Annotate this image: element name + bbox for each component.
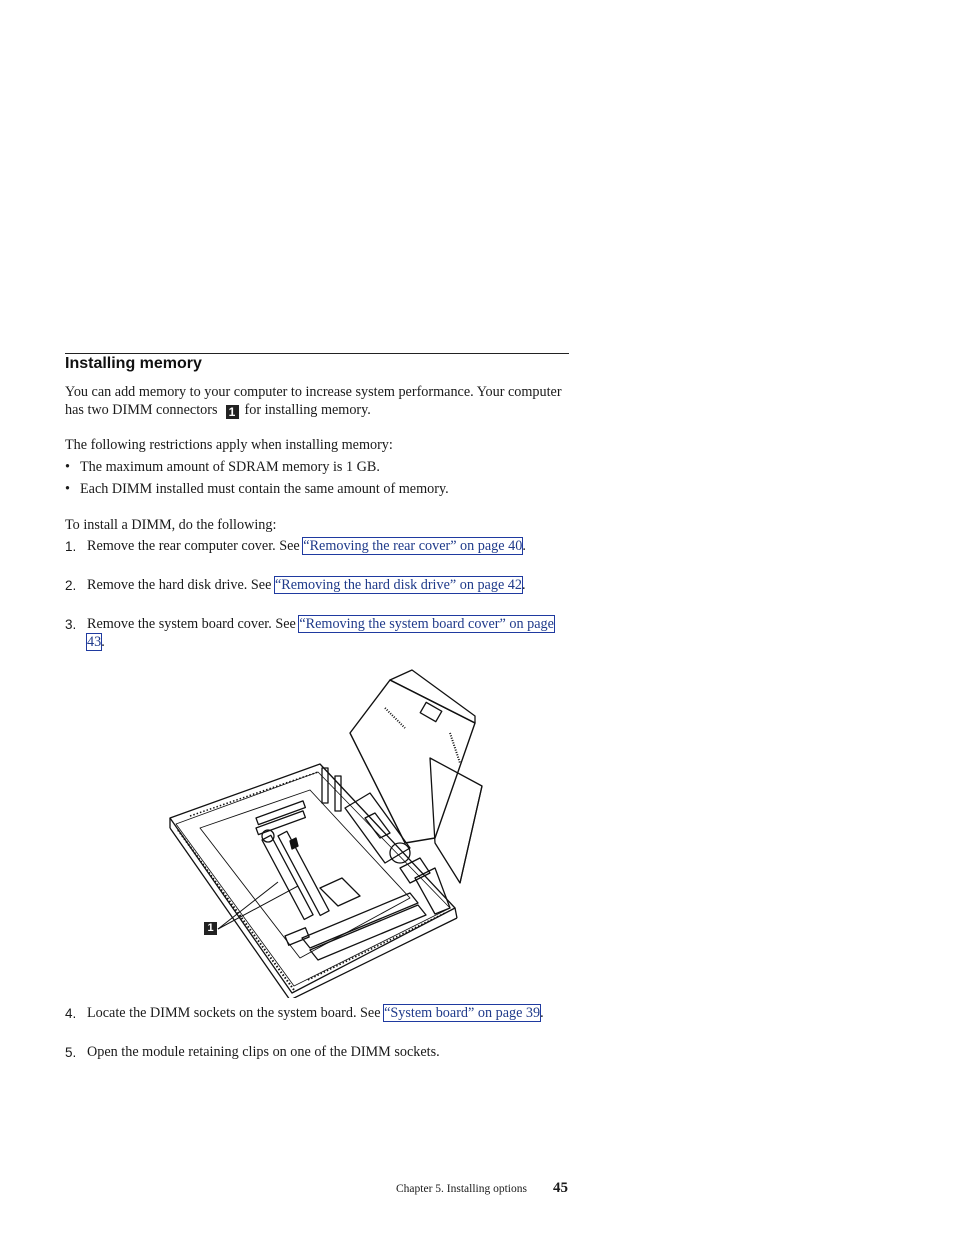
step-text: Locate the DIMM sockets on the system board. See — [87, 1005, 385, 1021]
footer-chapter: Chapter 5. Installing options — [396, 1183, 527, 1195]
intro-paragraph — [65, 384, 570, 419]
restrictions-lead: The following restrictions apply when installing memory: — [65, 437, 393, 453]
step-link[interactable]: “Removing the rear cover” on page 40 — [303, 538, 523, 554]
steps-lead: To install a DIMM, do the following: — [65, 517, 277, 533]
step-item — [65, 538, 570, 574]
step-link[interactable]: “Removing the system board cover” on page 43 — [87, 616, 554, 650]
step-body — [87, 616, 562, 651]
step-punct: . — [522, 538, 526, 554]
figure-callout: 1 — [204, 922, 217, 935]
step-number: 3. — [65, 617, 77, 632]
restriction-text: The maximum amount of SDRAM memory is 1 GB. — [80, 459, 380, 475]
step-text: Open the module retaining clips on one of the DIMM sockets. — [87, 1044, 440, 1060]
step-body — [87, 538, 527, 556]
step-number: 4. — [65, 1006, 77, 1021]
step-body — [87, 1005, 547, 1023]
step-text: Remove the system board cover. See — [87, 616, 300, 632]
intro-text-2: for installing memory. — [244, 401, 371, 418]
step-link[interactable]: “System board” on page 39 — [384, 1005, 541, 1021]
computer-illustration — [160, 668, 490, 998]
step-punct: . — [101, 633, 105, 650]
step-punct: . — [540, 1005, 544, 1021]
step-number: 2. — [65, 578, 77, 593]
section-title: Installing memory — [65, 355, 202, 372]
bullet-icon: • — [65, 481, 70, 497]
intro-text-1: You can add memory to your computer to increase system performance. Your computer has two DIMM connectors — [65, 384, 562, 418]
step-punct: . — [521, 577, 526, 593]
step-text: Remove the rear computer cover. See — [87, 538, 304, 554]
list-item — [65, 459, 565, 477]
step-item — [65, 577, 570, 613]
step-text: Remove the hard disk drive. See — [87, 577, 275, 593]
page-number: 45 — [553, 1180, 568, 1196]
step-number: 5. — [65, 1045, 77, 1060]
step-item — [65, 616, 570, 652]
section-rule — [65, 353, 569, 354]
callout-badge: 1 — [226, 405, 239, 419]
restriction-text: Each DIMM installed must contain the same amount of memory. — [80, 481, 449, 497]
step-number: 1. — [65, 539, 77, 554]
bullet-icon: • — [65, 459, 70, 475]
step-item — [65, 1005, 570, 1041]
step-link[interactable]: “Removing the hard disk drive” on page 42 — [274, 577, 522, 593]
step-item — [65, 1044, 570, 1064]
step-body — [87, 577, 532, 595]
step-body — [87, 1044, 567, 1062]
list-item — [65, 481, 565, 499]
